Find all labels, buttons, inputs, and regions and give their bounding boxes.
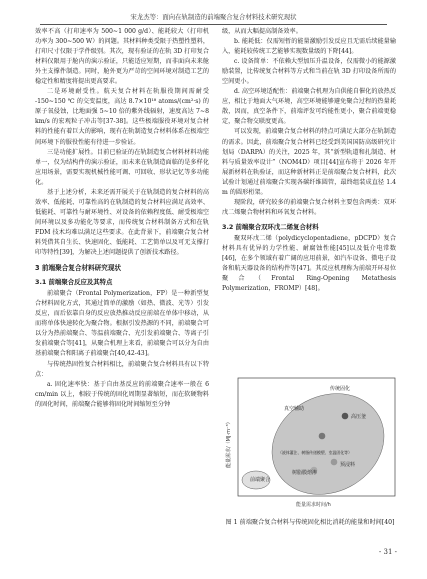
running-title: 宋龙杰等：面向在轨制造的前端聚合复合材料技术研究现状 — [130, 13, 297, 21]
paragraph: b. 能耗低：仅需短暂的能量激励引发反应且无需后续能量输入，能耗较传统工艺能够实现数量级的下降[44]。 — [222, 38, 396, 56]
running-header — [40, 12, 387, 25]
right-column — [222, 27, 396, 294]
paragraph: 三是功能扩展性。目前已验证的在轨制造复合材料材料功能单一，仅为结构件的演示验证，而未来在轨制造面临的是多样化应用场景，需要实现机械性能可调、可回收、形状记忆等多功能化。 — [35, 148, 209, 186]
paragraph: 基于上述分析，未来还需开展关于在轨制造的复合材料的高效率、低能耗、可靠性高的在轨制造的复合材料应满足高效率、低能耗、可靠性与耐环境性、对设备的依赖程度低、耐受极端空间环境以及多功能化等要求，而传统复合材料制备方式和在轨 FDM 技术均难以满足这些要求。在此背景下，前端聚合复合材料凭借其自生长、快速固化、低能耗、工艺简单以及可无支撑打印等特性[39]，为解决上述问题提供了创新技术路径。 — [35, 188, 209, 257]
prepreg-marker — [331, 459, 338, 466]
figure-caption: 图 1 前端聚合复合材料与传统固化相比消耗的能量和时间[40] — [225, 519, 395, 526]
film-label: 树脂膜熔渗 — [292, 470, 318, 476]
conventional-label: 传统固化 — [330, 386, 351, 392]
paragraph: 聚双环戊二烯（polydicyclopentadiene，pDCPD）复合材料具有优异的力学性能、耐腐蚀性能[45]以及低介电常数[46]，在多个领域有着广阔的应用前景，如汽车设备、微电子设备和航天器设备的结构件等[47]。其反应机理称为前端开环易位聚合（Frontal Ring-Opening Metathesis Polymerization，FROMP）[48]。 — [222, 234, 396, 293]
figure-svg — [222, 376, 397, 514]
paragraph: d. 高空环境适配性：前端聚合机理为自供能自催化的放热反应，相比于地面大气环境，高空环境能够避免聚合过程的热量耗散，因而，真空条件下，前端评发可约能性更小，聚合前端更稳定，聚合物交联度更高。 — [222, 88, 396, 126]
paragraph: 效率不高（打印速率为 500~1 000 g/d）、能耗较大（打印机功率为 300~500 W）的问题。其材料种类受限于热塑性塑料，打印尺寸仅限于学件级别。其次，现有验证的在轨 3D 打印复合材料仅限用于舱内的演示验证，只能适应短期，而非面向未来舱外主支撑件制造。同时，舱外更为严苛的空间环境对制造工艺的稳定性和精度将提出更高要求。 — [35, 28, 209, 86]
figure-energy-time — [222, 376, 397, 514]
y-axis-label: 能量需求/（MJ·m⁻³） — [226, 419, 232, 468]
paragraph: c. 设备简单：不依赖大型加压升温设备，仅需微小的能源激励装置，比传统复合材料等方式和当前在轨 3D 打印设备所需的空间更小。 — [222, 58, 396, 86]
infusion-label: （液体灌注、树脂传递模塑、室温固化等） — [278, 450, 352, 455]
section-title: 3 前端聚合复合材料研究现状 — [35, 264, 122, 273]
prepreg-label: 预浸料 — [340, 462, 356, 468]
autoclave-marker — [342, 413, 349, 420]
paragraph: 现阶段，研究较多的前端聚合复合材料主要包含两类：双环戊二烯聚合物材料和环氧复合材料。 — [222, 198, 396, 216]
paragraph: 与传统热固性复合材料相比，前端聚合复合材料具有以下特点： — [35, 360, 209, 378]
x-axis-label: 能量需求时间/h — [296, 502, 331, 508]
paragraph: 二是环境耐受性。航天复合材料在轨服役期间需耐受 -150~150 ℃ 的交变温度，高达 8.7×10¹⁸ atoms/(cm²·s) 的原子氧侵蚀，比地面强 5~10 倍的紫外线辐射，速度高达 7~8 km/s 的宏观粒子冲击等[37-38]。这些极端服役环境对复合材料的性能有着巨大的影响，现有在轨制造复合材料体系在极端空间环境下的服役性能有待进一步验证。 — [35, 88, 209, 146]
paragraph: 可以发现，前端聚合复合材料的特点可满足大部分在轨制造的需求。因此，前端聚合复合材料已经受到美国国防高级研究计划局（DARPA）的关注，2025 年，其“新型轨道和扎制造、材料与质量效率设计”（NOM4D）项目[44]宣布将于 2026 年开展新材料在轨验证，而这种新材料正是前端聚合复合材料，此次试验计划通过前端聚合实现各碳纤维圆管，最终组装成直径 1.4 m 的圆形桁架。 — [222, 128, 396, 196]
autoclave-label: 高压釜 — [351, 414, 367, 420]
paragraph: a. 固化速率快：基于自由基反应的前端聚合速率一般在 6 cm/min 以上，相较于传统的固化周期显著缩短，而在软硬物料的固化时间，前端聚合能够将固化时间缩短至分钟 — [35, 380, 209, 408]
paragraph: 级，从而大幅提高制备效率。 — [222, 28, 302, 35]
subsection-title: 3.2 前端聚合双环戊二烯复合材料 — [222, 222, 319, 231]
left-column — [35, 27, 209, 410]
subsection-title: 3.1 前端聚合反应及其特点 — [35, 278, 113, 287]
vacuum-marker — [319, 433, 326, 440]
fp-label: 前端聚合 — [250, 477, 271, 483]
page-number: - 31 - — [378, 548, 397, 556]
paragraph: 前端聚合（Frontal Polymerization，FP）是一种新型复合材料固化方式，其通过简单的激励（如热、微波、光等）引发反应，而后依靠自身的反应放热推动反应前端在单体中移动，从而将单体快速转化为聚合物。根据引发热源的不同，前端聚合可以分为热前端聚合、等温前端聚合、光引发前端聚合、等离子引发前端聚合等[41]，从聚合机理上来看，前端聚合可以分为自由基前端聚合和阳离子前端聚合[40,42-43]。 — [35, 290, 209, 358]
vacuum-label: 真空辅助 — [284, 406, 305, 412]
